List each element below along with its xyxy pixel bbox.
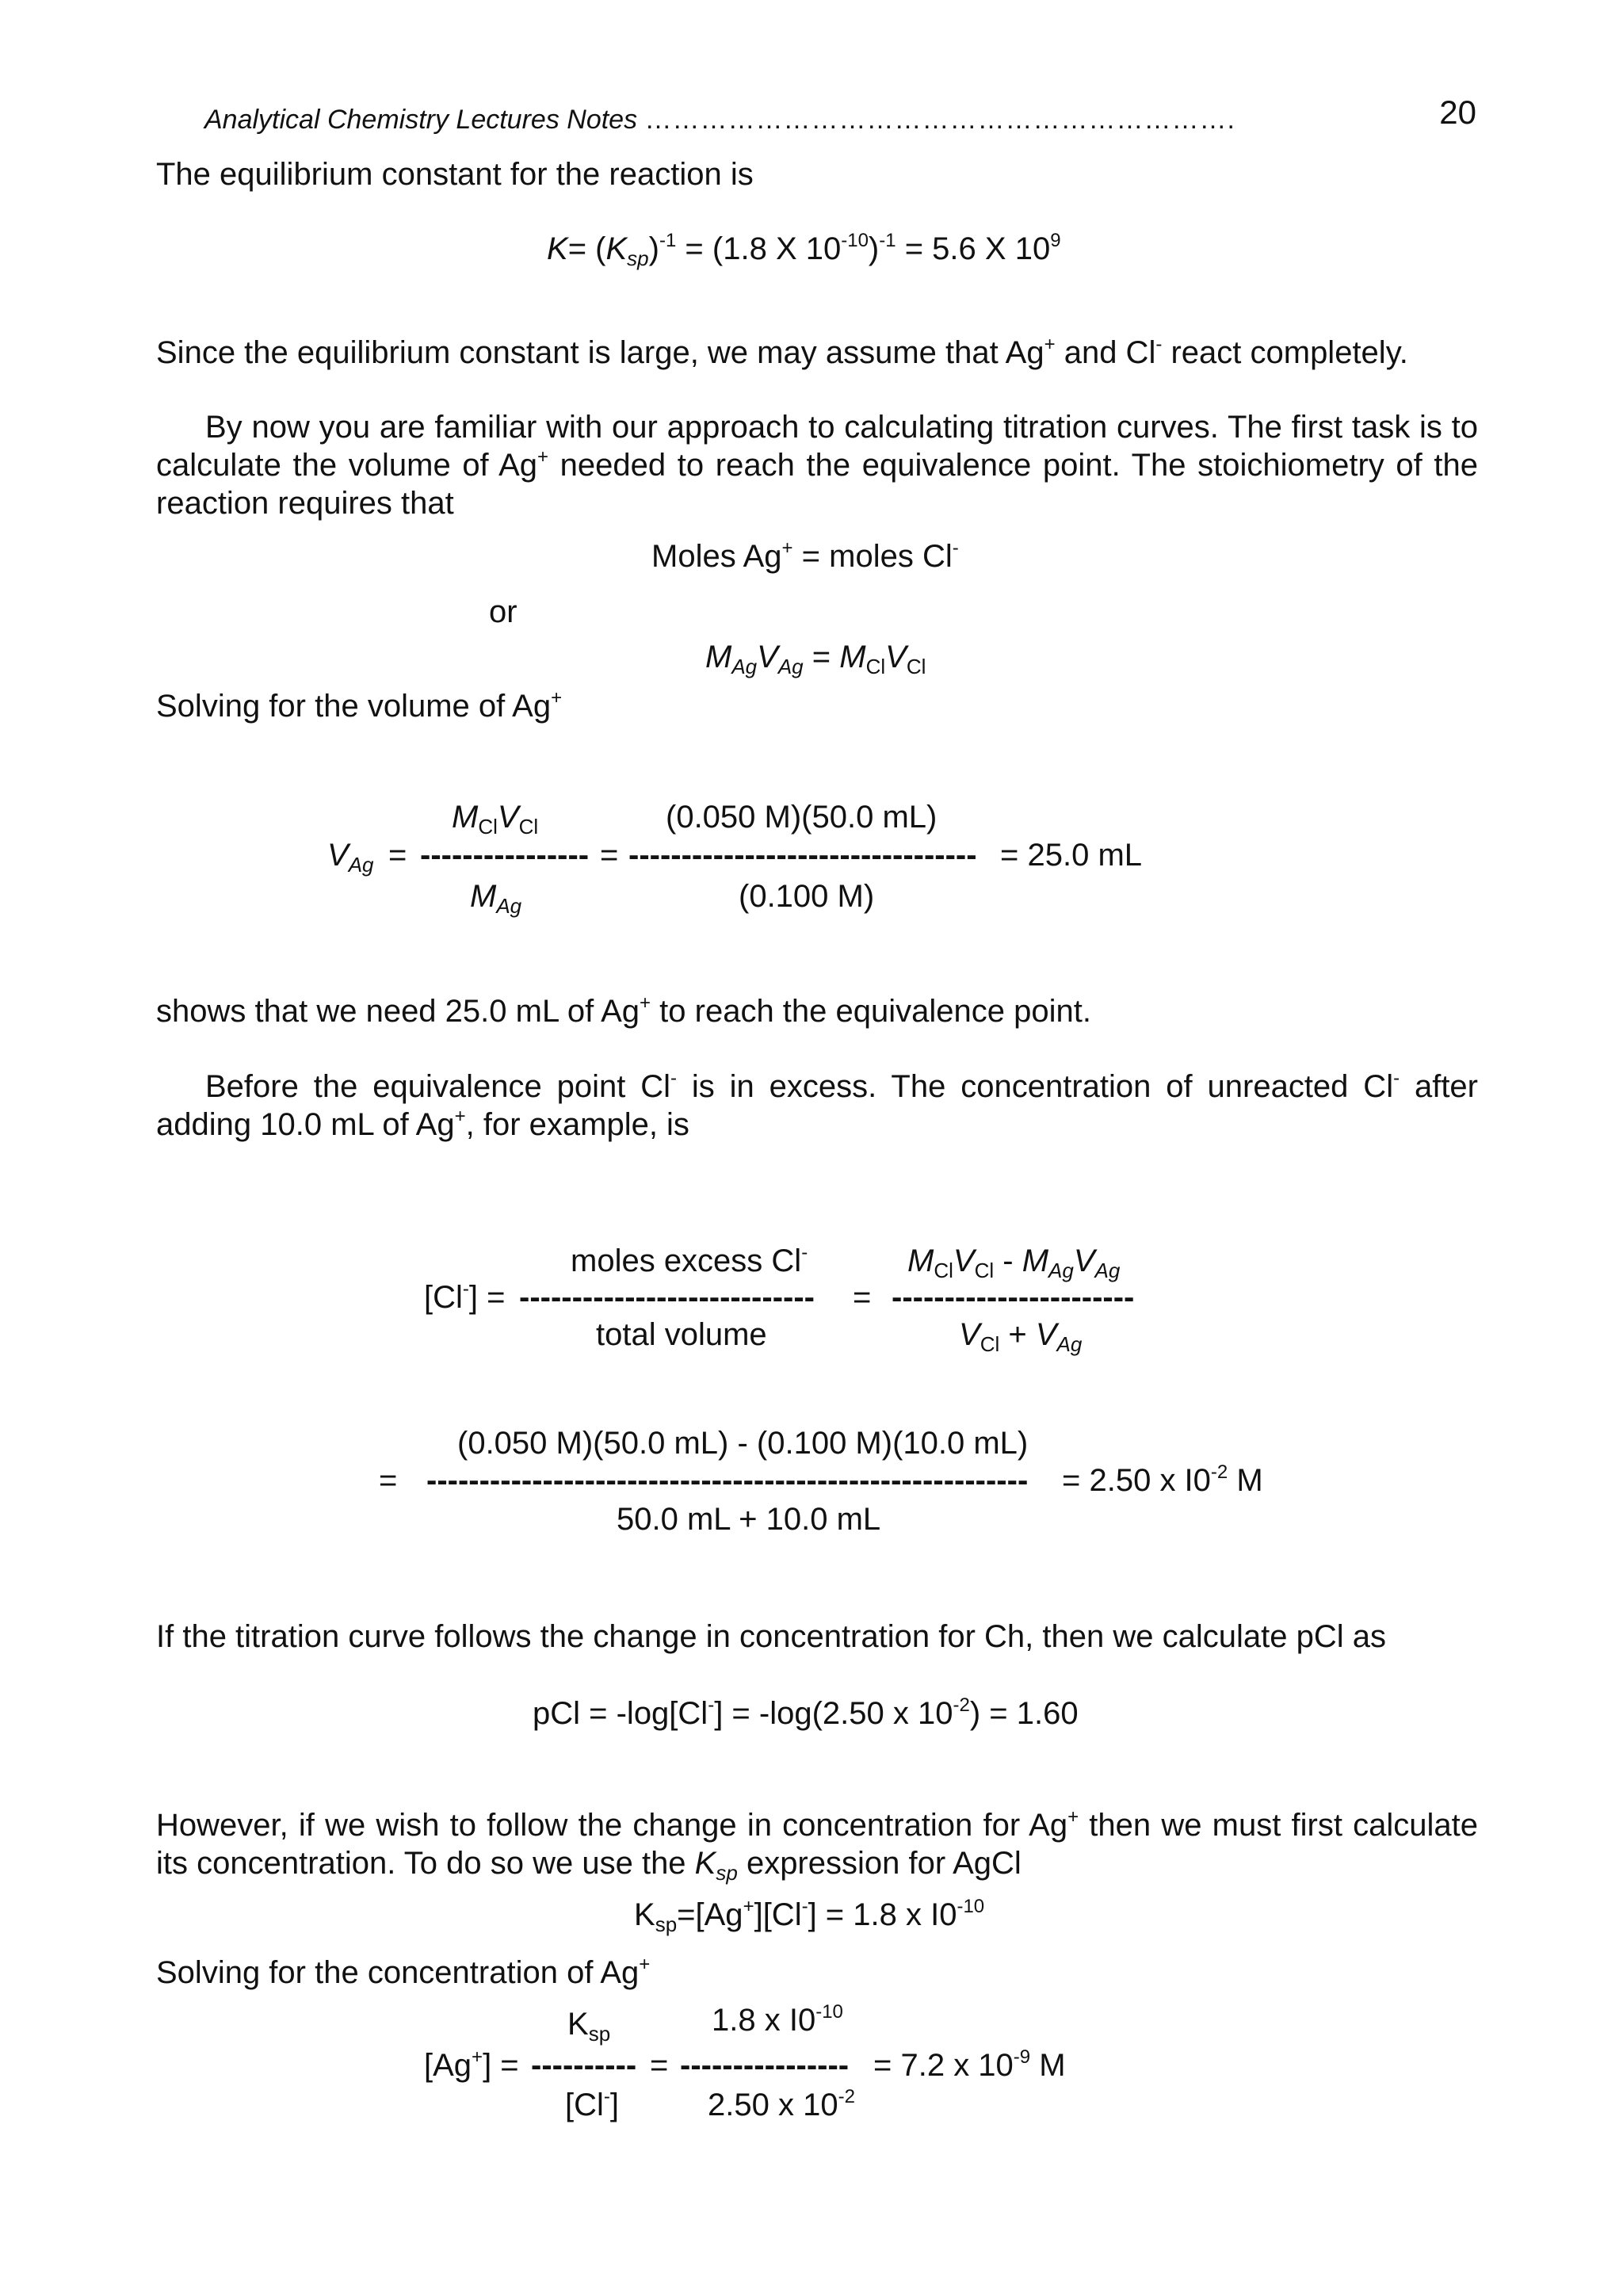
however-paragraph bbox=[156, 1806, 1478, 1885]
ag-den1 bbox=[565, 2086, 619, 2124]
sub: sp bbox=[716, 1861, 738, 1885]
text: ) = 1.60 bbox=[969, 1696, 1079, 1731]
since-paragraph bbox=[156, 334, 1408, 372]
text: However, if we wish to follow the change in concentration for Ag bbox=[156, 1808, 1068, 1843]
sym: M bbox=[452, 800, 479, 835]
sym: V bbox=[1035, 1317, 1057, 1352]
charge: + bbox=[454, 1106, 466, 1127]
vag-bar1: ---------------- bbox=[420, 838, 590, 873]
running-header bbox=[204, 105, 1235, 136]
text: Since the equilibrium constant is large, we may assume that Ag bbox=[156, 335, 1044, 370]
text: 2.50 x 10 bbox=[708, 2088, 838, 2122]
ag-result bbox=[873, 2046, 1066, 2084]
text: By now you are familiar with our approach to calculating titration curves. The first task is to calculate the volume of Ag bbox=[156, 410, 1478, 483]
cl-eq2: = bbox=[853, 1280, 872, 1315]
clval-num: (0.050 M)(50.0 mL) - (0.100 M)(10.0 mL) bbox=[457, 1426, 1029, 1461]
solving-conc-line bbox=[156, 1954, 650, 1992]
eq-exponent: -10 bbox=[841, 230, 869, 251]
charge: + bbox=[472, 2046, 483, 2068]
sub: Cl bbox=[518, 815, 539, 839]
charge: + bbox=[639, 1954, 651, 1975]
text: = moles Cl bbox=[792, 539, 953, 574]
text: ] = 1.8 x I0 bbox=[808, 1897, 957, 1932]
shows-line bbox=[156, 992, 1091, 1030]
sub: Ag bbox=[1094, 1259, 1121, 1282]
ag-eq2: = bbox=[650, 2048, 669, 2083]
eq-exponent: -1 bbox=[659, 230, 677, 251]
ksp-equation bbox=[634, 1896, 984, 1934]
sym: M bbox=[470, 879, 497, 914]
approach-paragraph bbox=[156, 408, 1478, 522]
sym: M bbox=[907, 1244, 934, 1278]
eq-text: = (1.8 X 10 bbox=[676, 231, 842, 266]
moles-equation bbox=[651, 537, 959, 575]
sub: Ag bbox=[1048, 1259, 1074, 1282]
text: needed to reach the equivalence point. The stoichiometry of the reaction requires that bbox=[156, 448, 1478, 521]
header-dots: ………………………………………………………. bbox=[644, 105, 1235, 135]
vag-den1 bbox=[470, 877, 522, 918]
clval-eq: = bbox=[379, 1463, 398, 1498]
sub: sp bbox=[655, 1912, 678, 1936]
ag-num1 bbox=[567, 2005, 611, 2046]
cl-bar2: ----------------------- bbox=[892, 1280, 1135, 1315]
text: to reach the equivalence point. bbox=[651, 994, 1091, 1029]
text: and Cl bbox=[1055, 335, 1156, 370]
vag-num1 bbox=[452, 798, 539, 839]
text: is in excess. The concentration of unreacted Cl bbox=[677, 1069, 1394, 1104]
sym: V bbox=[497, 800, 519, 835]
sub: Ag bbox=[731, 655, 758, 678]
text: Solving for the concentration of Ag bbox=[156, 1955, 640, 1990]
clval-den: 50.0 mL + 10.0 mL bbox=[617, 1502, 881, 1537]
eq-subscript: sp bbox=[627, 246, 649, 270]
text: = 2.50 x I0 bbox=[1062, 1463, 1211, 1498]
page-number: 20 bbox=[1439, 94, 1476, 131]
sym: V bbox=[1073, 1244, 1095, 1278]
charge: - bbox=[1393, 1068, 1400, 1089]
text: Before the equivalence point Cl bbox=[205, 1069, 670, 1104]
text: =[Ag bbox=[677, 1897, 743, 1932]
text: pCl = -log[Cl bbox=[533, 1696, 708, 1731]
eq-text: = ( bbox=[567, 231, 606, 266]
sub: Cl bbox=[974, 1259, 995, 1282]
sub: Cl bbox=[980, 1332, 1000, 1356]
vag-lhs bbox=[327, 836, 374, 877]
before-paragraph bbox=[156, 1068, 1478, 1144]
sym: V bbox=[959, 1317, 980, 1352]
text: ] = bbox=[483, 2048, 519, 2083]
charge: + bbox=[1044, 334, 1056, 355]
exponent: -2 bbox=[1210, 1461, 1228, 1483]
text: = bbox=[803, 640, 840, 674]
text: [Cl bbox=[424, 1280, 463, 1315]
cl-lhs bbox=[424, 1278, 505, 1316]
charge: + bbox=[1067, 1806, 1079, 1828]
sym: V bbox=[953, 1244, 975, 1278]
sym: K bbox=[567, 2007, 589, 2042]
cl-bar1: ---------------------------- bbox=[519, 1280, 815, 1315]
text: + bbox=[999, 1317, 1036, 1352]
sym: K bbox=[634, 1897, 655, 1932]
text: [Ag bbox=[424, 2048, 472, 2083]
ag-lhs bbox=[424, 2046, 519, 2084]
charge: - bbox=[462, 1278, 469, 1300]
text: ] = -log(2.50 x 10 bbox=[714, 1696, 953, 1731]
charge: + bbox=[537, 446, 549, 468]
sym: M bbox=[839, 640, 866, 674]
eq-text: ) bbox=[648, 231, 659, 266]
vag-result: = 25.0 mL bbox=[1000, 838, 1143, 873]
exponent: -2 bbox=[953, 1694, 970, 1716]
charge: - bbox=[708, 1694, 715, 1716]
clval-bar: --------------------------------------------------------- bbox=[426, 1463, 1029, 1498]
clval-result bbox=[1062, 1461, 1263, 1499]
sub: Ag bbox=[1056, 1332, 1083, 1356]
sub: Cl bbox=[906, 655, 926, 678]
sub: Cl bbox=[865, 655, 886, 678]
eq-exponent: -1 bbox=[879, 230, 896, 251]
solving-volume-line bbox=[156, 687, 562, 725]
text: , for example, is bbox=[465, 1107, 689, 1142]
text: - bbox=[994, 1244, 1022, 1278]
text: after adding 10.0 mL of Ag bbox=[156, 1069, 1478, 1142]
charge: - bbox=[1155, 334, 1163, 355]
ag-num2 bbox=[712, 2001, 843, 2039]
or-word: or bbox=[489, 594, 517, 629]
ag-bar2: ---------------- bbox=[680, 2048, 850, 2083]
header-title: Analytical Chemistry Lectures Notes bbox=[204, 105, 638, 135]
charge: - bbox=[670, 1068, 677, 1089]
text: = 7.2 x 10 bbox=[873, 2048, 1014, 2083]
text: moles excess Cl bbox=[571, 1244, 802, 1278]
charge: + bbox=[781, 537, 793, 559]
text: M bbox=[1228, 1463, 1263, 1498]
vag-bar2: --------------------------------- bbox=[628, 838, 977, 873]
sym: V bbox=[327, 838, 349, 873]
pcl-equation bbox=[533, 1694, 1079, 1733]
sub: sp bbox=[588, 2022, 611, 2046]
text: expression for AgCl bbox=[737, 1846, 1022, 1881]
eq-symbol: K bbox=[547, 231, 568, 266]
sub: Ag bbox=[496, 894, 522, 918]
exponent: -2 bbox=[838, 2086, 855, 2107]
charge: - bbox=[801, 1242, 808, 1263]
sym: M bbox=[705, 640, 732, 674]
charge: - bbox=[603, 2086, 610, 2107]
vag-den2: (0.100 M) bbox=[739, 879, 875, 914]
ag-bar1: ---------- bbox=[531, 2048, 637, 2083]
eq-exponent: 9 bbox=[1050, 230, 1061, 251]
text: ] = bbox=[468, 1280, 506, 1315]
cl-num1 bbox=[571, 1242, 808, 1280]
vag-eq2: = bbox=[600, 838, 619, 873]
charge: + bbox=[551, 687, 563, 709]
text: ][Cl bbox=[754, 1897, 802, 1932]
sym: V bbox=[757, 640, 778, 674]
text: react completely. bbox=[1162, 335, 1408, 370]
sub: Ag bbox=[777, 655, 804, 678]
text: ] bbox=[609, 2088, 620, 2122]
sub: Cl bbox=[934, 1259, 953, 1282]
text: Solving for the volume of Ag bbox=[156, 689, 552, 724]
cl-num2 bbox=[907, 1242, 1120, 1280]
text: then we must first calculate its concentration. To do so we use the bbox=[156, 1808, 1478, 1881]
intro-line: The equilibrium constant for the reaction is bbox=[156, 157, 754, 192]
text: shows that we need 25.0 mL of Ag bbox=[156, 994, 640, 1029]
vag-num2: (0.050 M)(50.0 mL) bbox=[666, 800, 938, 835]
charge: + bbox=[640, 992, 651, 1014]
cl-den2 bbox=[959, 1316, 1082, 1354]
equilibrium-constant-equation bbox=[547, 230, 1061, 268]
text: M bbox=[1030, 2048, 1066, 2083]
sub: Ag bbox=[348, 853, 374, 877]
eq-text: ) bbox=[868, 231, 880, 266]
mv-equation bbox=[705, 638, 926, 676]
exponent: -9 bbox=[1013, 2046, 1031, 2068]
if-line: If the titration curve follows the change in concentration for Ch, then we calculate pCl as bbox=[156, 1619, 1386, 1654]
vag-eq1: = bbox=[388, 838, 407, 873]
charge: + bbox=[743, 1896, 754, 1917]
text: Moles Ag bbox=[651, 539, 782, 574]
sym: V bbox=[885, 640, 907, 674]
exponent: -10 bbox=[957, 1896, 985, 1917]
sym: M bbox=[1022, 1244, 1049, 1278]
charge: - bbox=[952, 537, 959, 559]
text: [Cl bbox=[565, 2088, 604, 2122]
sub: Cl bbox=[478, 815, 498, 839]
exponent: -10 bbox=[815, 2001, 843, 2023]
eq-text: = 5.6 X 10 bbox=[896, 231, 1051, 266]
ag-den2 bbox=[708, 2086, 855, 2124]
eq-symbol: K bbox=[605, 231, 628, 266]
text: 1.8 x I0 bbox=[712, 2003, 816, 2038]
charge: - bbox=[801, 1896, 808, 1917]
sym: K bbox=[694, 1846, 716, 1881]
cl-den1: total volume bbox=[596, 1317, 767, 1352]
